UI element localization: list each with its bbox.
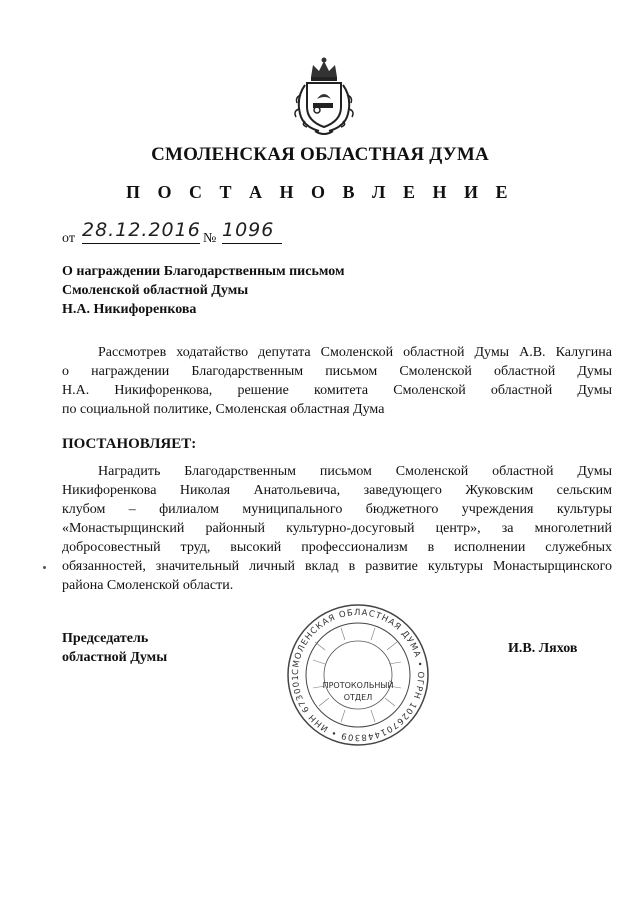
seal-graphic — [285, 602, 431, 748]
date-prefix-label: от — [62, 231, 75, 246]
position-line: Председатель — [62, 631, 149, 646]
body-line: района Смоленской области. — [62, 578, 234, 593]
document-type-heading: П О С Т А Н О В Л Е Н И Е — [126, 182, 514, 202]
body-line: добросовестный труд, высокий профессионализм в исполнении служебных — [62, 540, 612, 555]
seal-center-line: ОТДЕЛ — [343, 693, 373, 702]
coat-of-arms-emblem — [289, 55, 359, 137]
position-line: областной Думы — [62, 650, 168, 665]
seal-outer-text: СМОЛЕНСКАЯ ОБЛАСТНАЯ ДУМА • ОГРН 1026701448309 • ИНН 673001 — [290, 607, 426, 743]
subject-line: О награждении Благодарственным письмом — [62, 264, 345, 279]
body-line: обязанностей, значительный личный вклад в развитие культуры Монастырщинского — [62, 559, 612, 574]
preamble-line: Рассмотрев ходатайство депутата Смоленской областной Думы А.В. Калугина — [98, 345, 612, 360]
body-line: Никифоренкова Николая Анатольевича, заведующего Жуковским сельским — [62, 483, 612, 498]
handwritten-date: 28.12.2016 — [82, 219, 200, 244]
preamble-line: по социальной политике, Смоленская областная Дума — [62, 402, 385, 417]
seal-center-line: ПРОТОКОЛЬНЫЙ — [322, 681, 394, 690]
preamble-line: о награждении Благодарственным письмом Смоленской областной Думы — [62, 364, 612, 379]
body-line: Наградить Благодарственным письмом Смоленской областной Думы — [98, 464, 612, 479]
preamble-line: Н.А. Никифоренкова, решение комитета Смоленской областной Думы — [62, 383, 612, 398]
handwritten-number: 1096 — [222, 219, 282, 244]
official-seal-stamp — [285, 602, 431, 748]
date-number-line — [62, 219, 292, 248]
body-line: «Монастырщинский районный культурно-досуговый центр», за многолетний — [62, 521, 612, 536]
margin-mark — [43, 566, 46, 569]
resolve-heading: ПОСТАНОВЛЯЕТ: — [62, 436, 197, 452]
resolution-body — [62, 462, 612, 595]
number-prefix-label: № — [203, 231, 217, 246]
document-subject — [62, 262, 402, 319]
body-line: клубом – филиалом муниципального бюджетного учреждения культуры — [62, 502, 612, 517]
preamble-paragraph — [62, 343, 612, 419]
subject-line: Н.А. Никифоренкова — [62, 302, 197, 317]
organization-title: СМОЛЕНСКАЯ ОБЛАСТНАЯ ДУМА — [151, 144, 489, 165]
signatory-position — [62, 629, 167, 667]
signatory-name: И.В. Ляхов — [508, 641, 578, 656]
subject-line: Смоленской областной Думы — [62, 283, 249, 298]
